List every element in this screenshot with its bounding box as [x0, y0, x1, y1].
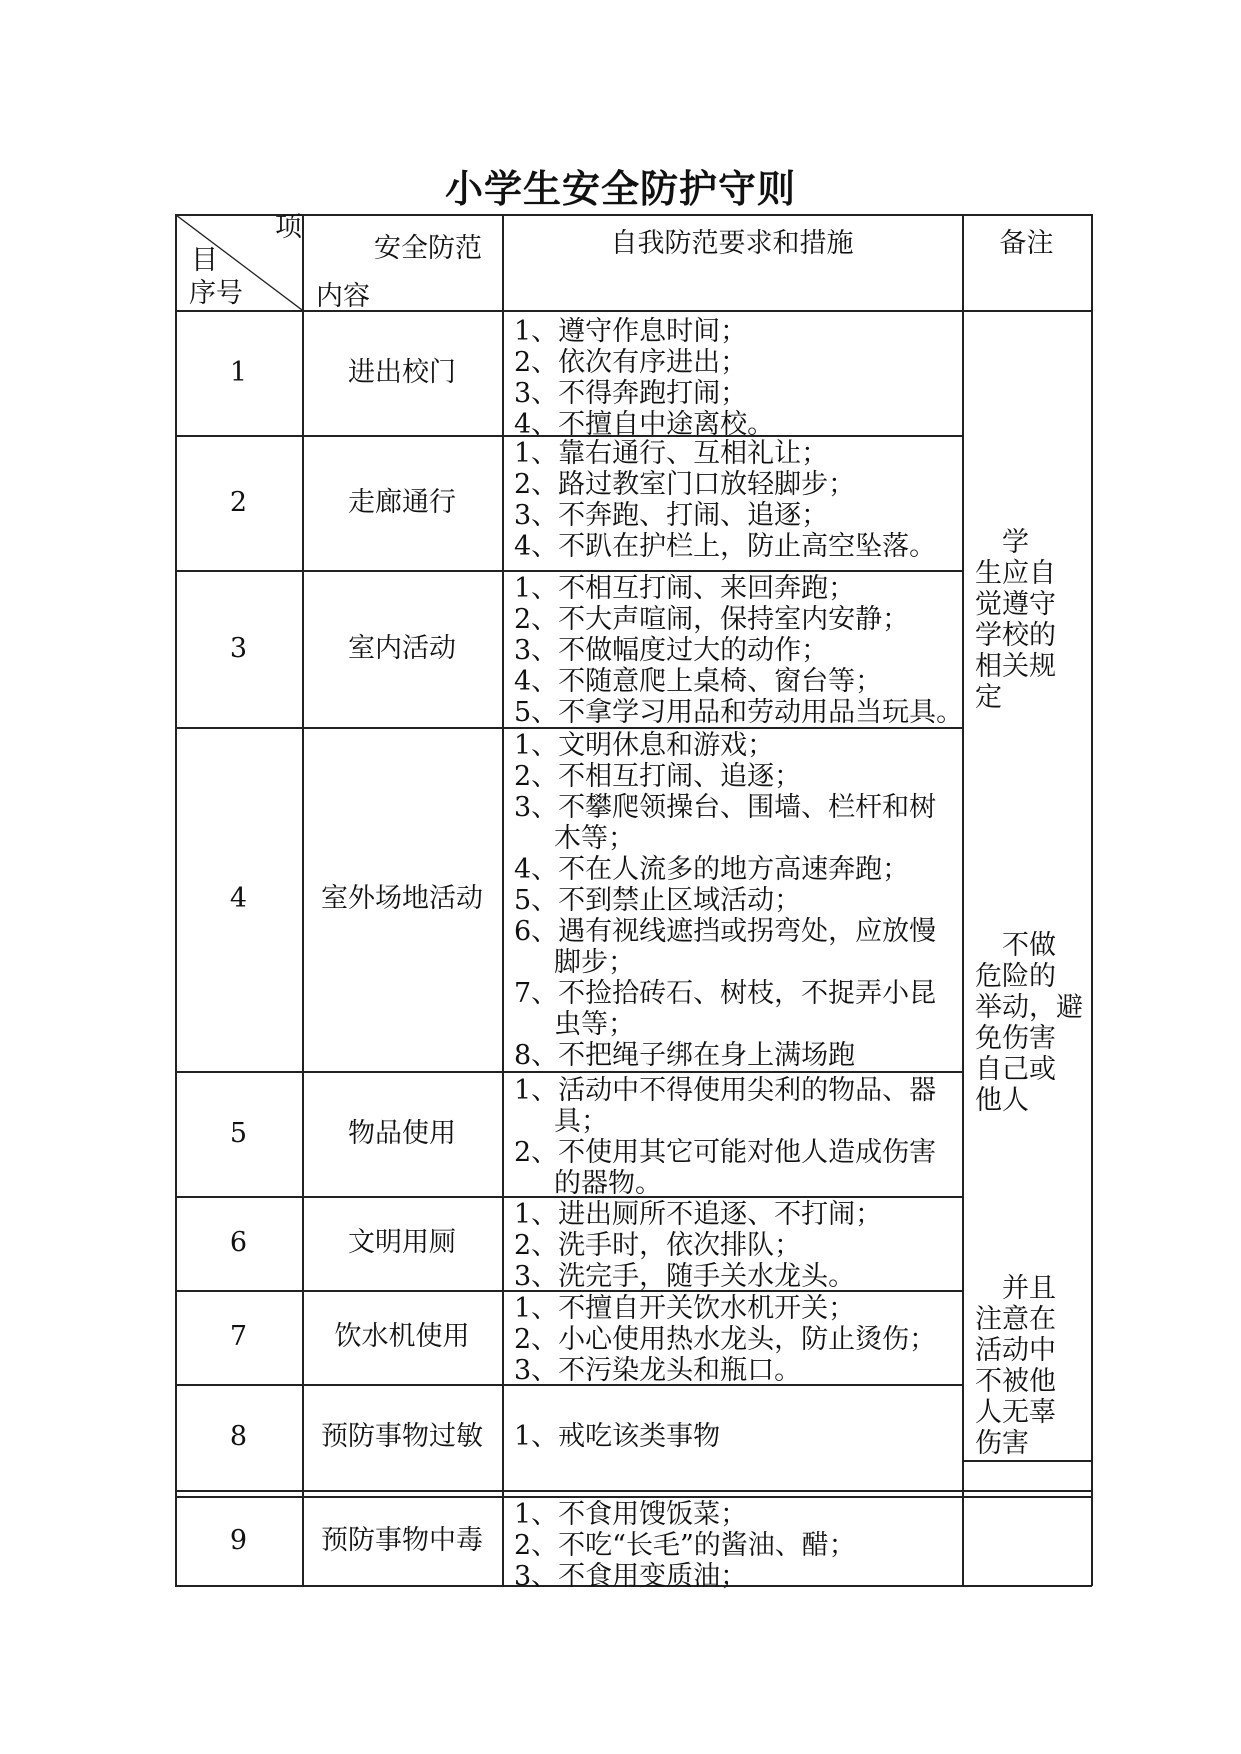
remark-line: 定 [975, 682, 1002, 713]
remark-line: 学 [975, 527, 1029, 558]
row-1-topic: 进出校门 [348, 356, 456, 388]
row-7-measures [514, 1293, 936, 1386]
row-4-measures [514, 730, 936, 1071]
remark-line: 学校的 [975, 620, 1056, 651]
row-4-topic: 室外场地活动 [321, 883, 483, 914]
table-border-top [175, 214, 1092, 216]
page-title: 小学生安全防护守则 [444, 166, 796, 211]
measure-item: 3、不做幅度过大的动作； [514, 635, 829, 666]
measure-item: 1、不擅自开关饮水机开关； [514, 1293, 856, 1324]
row-5-number: 5 [229, 1117, 248, 1149]
remark-line: 注意在 [975, 1304, 1056, 1335]
remark-line: 并且 [975, 1273, 1056, 1304]
measure-item: 虫等； [554, 1009, 635, 1040]
remark-line: 觉遵守 [975, 589, 1056, 620]
measure-item: 2、洗手时，依次排队； [514, 1230, 802, 1261]
remark-line: 相关规 [975, 651, 1056, 682]
remark-line: 不被他 [975, 1366, 1056, 1397]
row-3-number: 3 [229, 632, 248, 664]
remark-line: 危险的 [975, 961, 1056, 992]
remark-line: 他人 [975, 1085, 1029, 1116]
header-col2-line1: 安全防范 [374, 233, 482, 264]
measure-item: 4、不擅自中途离校。 [514, 409, 775, 440]
measure-item: 2、不大声喧闹，保持室内安静； [514, 604, 910, 635]
remark-line: 不做 [975, 930, 1056, 961]
measure-item: 5、不拿学习用品和劳动用品当玩具。 [514, 697, 964, 728]
measure-item: 1、进出厕所不追逐、不打闹； [514, 1199, 883, 1230]
row-line-2 [175, 570, 963, 572]
header-corner-top: 项 [275, 212, 302, 243]
row-line-4 [175, 1071, 963, 1073]
remark-line: 人无辜 [975, 1397, 1056, 1428]
measure-item: 5、不到禁止区域活动； [514, 885, 802, 916]
remark-line: 活动中 [975, 1335, 1056, 1366]
row-8-topic: 预防事物过敏 [321, 1421, 483, 1452]
header-col2-line2: 内容 [316, 281, 370, 312]
row-7-topic: 饮水机使用 [334, 1321, 470, 1352]
row-4-number: 4 [229, 883, 248, 914]
measure-item: 3、洗完手，随手关水龙头。 [514, 1261, 856, 1292]
measure-item: 1、活动中不得使用尖利的物品、器 [514, 1075, 937, 1106]
remark-line: 生应自 [975, 558, 1056, 589]
header-col4: 备注 [999, 228, 1054, 259]
row-3-topic: 室内活动 [348, 632, 456, 664]
header-bottom-line [175, 310, 1092, 312]
measure-item: 的器物。 [554, 1168, 662, 1199]
remark-line: 举动，避 [975, 992, 1083, 1023]
measure-item: 6、遇有视线遮挡或拐弯处，应放慢 [514, 916, 937, 947]
measure-item: 1、不相互打闹、来回奔跑； [514, 573, 856, 604]
measure-item: 1、不食用馊饭菜； [514, 1499, 748, 1530]
page-break-line-2 [175, 1496, 1092, 1498]
header-corner-mid: 目 [191, 245, 218, 276]
row-7-number: 7 [229, 1321, 248, 1352]
row-5-topic: 物品使用 [348, 1117, 456, 1149]
row-2-measures [514, 438, 936, 562]
measure-item: 1、戒吃该类事物 [514, 1421, 721, 1452]
measure-item: 3、不奔跑、打闹、追逐； [514, 500, 829, 531]
row-6-number: 6 [229, 1227, 248, 1258]
measure-item: 2、依次有序进出； [514, 347, 748, 378]
measure-item: 2、不使用其它可能对他人造成伤害 [514, 1137, 937, 1168]
remark-note-3 [975, 1273, 1056, 1459]
measure-item: 3、不食用变质油； [514, 1561, 748, 1592]
measure-item: 7、不捡拾砖石、树枝，不捉弄小昆 [514, 978, 937, 1009]
row-2-number: 2 [229, 486, 248, 518]
measure-item: 1、遵守作息时间； [514, 316, 748, 347]
row-2-topic: 走廊通行 [348, 486, 456, 518]
remark-line: 自己或 [975, 1054, 1056, 1085]
measure-item: 脚步； [554, 947, 635, 978]
measure-item: 2、不相互打闹、追逐； [514, 761, 802, 792]
row-5-measures [514, 1075, 936, 1199]
measure-item: 4、不趴在护栏上，防止高空坠落。 [514, 531, 937, 562]
measure-item: 3、不污染龙头和瓶口。 [514, 1355, 802, 1386]
header-corner-bottom: 序号 [189, 278, 243, 309]
header-col3: 自我防范要求和措施 [610, 228, 854, 259]
row-8-measures [514, 1421, 720, 1452]
remark-line: 免伤害 [975, 1023, 1056, 1054]
remark-line: 伤害 [975, 1428, 1029, 1459]
row-9-number: 9 [229, 1524, 248, 1556]
row-6-topic: 文明用厕 [348, 1227, 456, 1258]
measure-item: 1、靠右通行、互相礼让； [514, 438, 829, 469]
measure-item: 4、不在人流多的地方高速奔跑； [514, 854, 910, 885]
row-3-measures [514, 573, 963, 728]
row-1-measures [514, 316, 774, 440]
table-border-right [1091, 214, 1093, 1586]
measure-item: 8、不把绳子绑在身上满场跑 [514, 1040, 856, 1071]
measure-item: 4、不随意爬上桌椅、窗台等； [514, 666, 883, 697]
remark-note-2 [975, 930, 1083, 1116]
row-8-number: 8 [229, 1421, 248, 1452]
measure-item: 2、不吃“长毛”的酱油、醋； [514, 1530, 856, 1561]
row-9-measures [514, 1499, 856, 1592]
remark-note-1 [975, 527, 1056, 713]
column-divider-2 [502, 214, 504, 1586]
remark-line-1 [962, 1460, 1092, 1462]
measure-item: 木等； [554, 823, 635, 854]
measure-item: 3、不攀爬领操台、围墙、栏杆和树 [514, 792, 937, 823]
row-1-number: 1 [229, 356, 248, 388]
measure-item: 1、文明休息和游戏； [514, 730, 775, 761]
measure-item: 3、不得奔跑打闹； [514, 378, 748, 409]
measure-item: 2、小心使用热水龙头，防止烫伤； [514, 1324, 937, 1355]
page-break-line-1 [175, 1490, 1092, 1492]
measure-item: 2、路过教室门口放轻脚步； [514, 469, 856, 500]
measure-item: 具； [554, 1106, 608, 1137]
row-9-topic: 预防事物中毒 [321, 1524, 483, 1556]
row-6-measures [514, 1199, 882, 1292]
column-divider-3 [962, 214, 964, 1586]
